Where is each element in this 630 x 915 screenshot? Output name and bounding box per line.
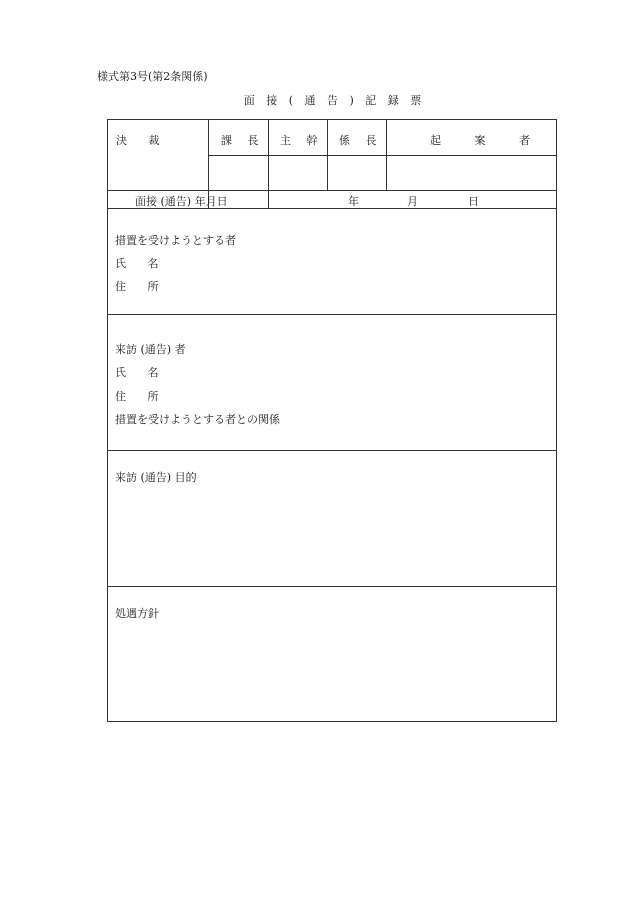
date-month-label: 月 [407,195,418,208]
stamp-box-kacho[interactable] [209,156,268,190]
col-kacho: 課 長 [221,134,265,147]
section-divider [108,450,557,451]
date-row-label: 面接 (通告) 年月日 [135,195,228,208]
col-kiansha: 起 案 者 [430,134,530,147]
col-kakaricho: 係 長 [339,134,383,147]
grid-line [108,190,557,191]
stamp-box-shukan[interactable] [269,156,327,190]
visitor-heading: 来訪 (通告) 者 [115,343,186,356]
grid-line [268,190,269,208]
subject-address-label: 住 所 [115,280,168,293]
stamp-box-kakaricho[interactable] [328,156,386,190]
stamp-box-kiansha[interactable] [387,156,557,190]
visitor-name-label: 氏 名 [115,366,168,379]
form-title: 面 接 ( 通 告 ) 記 録 票 [243,94,423,107]
section-divider [108,314,557,315]
form-number: 様式第3号(第2条関係) [97,70,208,83]
purpose-heading: 来訪 (通告) 目的 [115,471,197,484]
section-divider [108,586,557,587]
subject-heading: 措置を受けようとする者 [115,234,236,247]
visitor-relation-label: 措置を受けようとする者との関係 [115,413,280,426]
record-form-table [107,119,557,722]
visitor-address-label: 住 所 [115,390,168,403]
kessai-label: 決 裁 [116,134,169,147]
date-year-label: 年 [348,195,359,208]
date-day-label: 日 [468,195,479,208]
policy-heading: 処遇方針 [115,607,159,620]
col-shukan: 主 幹 [280,134,324,147]
subject-name-label: 氏 名 [115,257,168,270]
